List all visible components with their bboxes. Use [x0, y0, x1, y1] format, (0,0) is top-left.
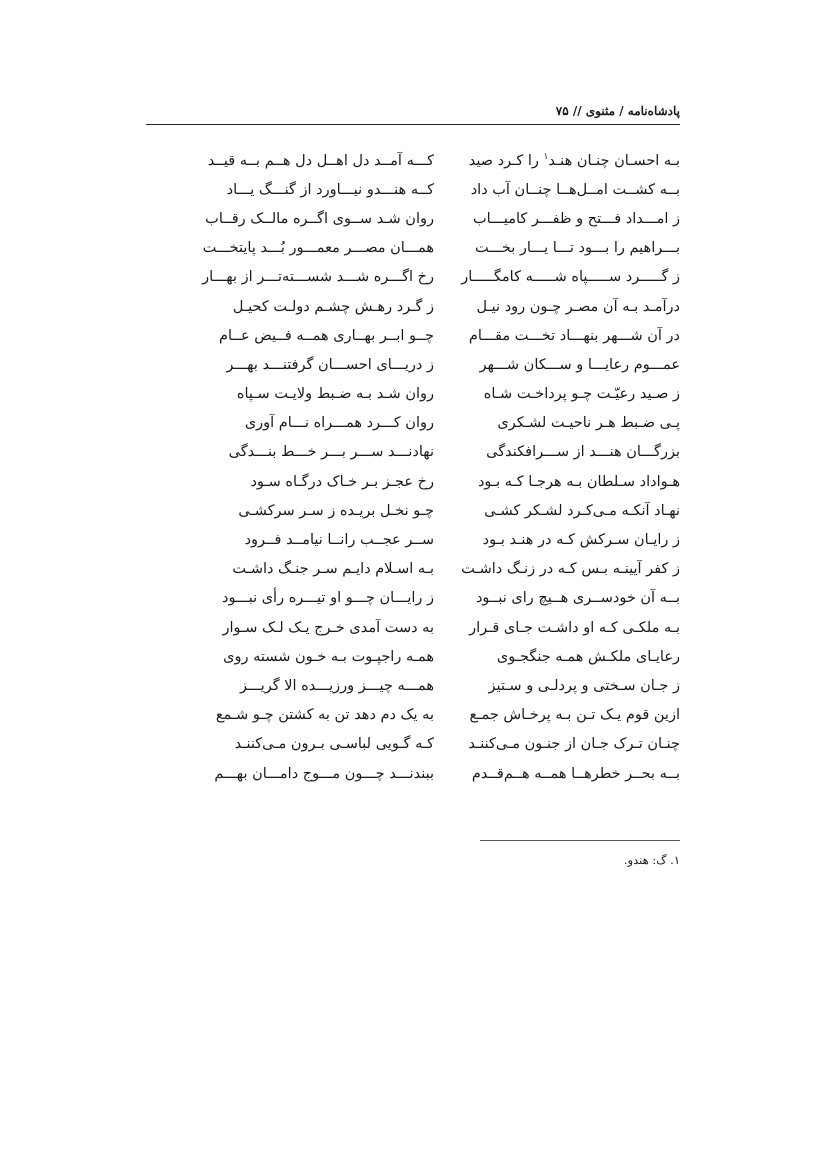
- verse: [180, 467, 680, 496]
- hemistich-right-text: ازین قوم یـک تـن بـه پرخـاش جمـع: [469, 707, 680, 724]
- hemistich-left: همـه راجپـوت بـه خـون شسته روی: [223, 648, 434, 665]
- hemistich-right: [434, 501, 680, 521]
- hemistich-right-text: بزرگـــان هنـــد از ســـرافکندگی: [486, 444, 680, 461]
- hemistich-right: [434, 384, 680, 404]
- hemistich-right-text: رعایـای ملکـش همـه جنگجـوی: [496, 648, 680, 665]
- verse: [180, 234, 680, 263]
- hemistich-right-tail: را کـرد صید: [468, 152, 544, 169]
- hemistich-right: [434, 734, 680, 754]
- verse: [180, 438, 680, 467]
- hemistich-left: چــو ابــر بهــاری همــه فــیض عــام: [219, 327, 434, 344]
- verse: [180, 496, 680, 525]
- verse: [180, 204, 680, 233]
- hemistich-left: به یک دم دهد تن به کشتن چـو شـمع: [215, 707, 434, 724]
- hemistich-right: [434, 676, 680, 696]
- hemistich-right: [434, 705, 680, 725]
- hemistich-right: [434, 647, 680, 667]
- hemistich-right: [434, 472, 680, 492]
- hemistich-left: ســر عجــب رانــا نیامــد فــرود: [244, 532, 434, 549]
- hemistich-right: [434, 588, 680, 608]
- hemistich-left: روان شـد ســوی اگــره مالــک رقــاب: [205, 210, 434, 227]
- verse: [180, 642, 680, 671]
- verse: [180, 292, 680, 321]
- hemistich-right-text: ز گـــــرد ســـــپاه شـــــه کامگـــــار: [461, 269, 680, 286]
- hemistich-left: کــه هنـــدو نیـــاورد از گنـــگ یـــاد: [226, 181, 434, 198]
- verse: [180, 613, 680, 642]
- verse: [180, 730, 680, 759]
- hemistich-right: [434, 326, 680, 346]
- hemistich-left: ببندنـــد چـــون مـــوج دامـــان بهـــم: [214, 765, 434, 782]
- hemistich-right-text: بــه آن خودســری هــیچ رای نبــود: [475, 590, 680, 607]
- hemistich-left: ز رایـــان چـــو او تیـــره رأی نبـــود: [222, 590, 434, 607]
- footnote-divider: [480, 840, 680, 841]
- verse: [180, 584, 680, 613]
- hemistich-left: روان شـد بـه ضـبط ولایـت سـپاه: [236, 386, 434, 403]
- hemistich-right-text: درآمـد بـه آن مصـر چـون رود نیـل: [476, 298, 680, 315]
- poem-body: [180, 146, 680, 788]
- hemistich-right: [434, 355, 680, 375]
- hemistich-right-text: نهـاد آنکـه مـی‌کـرد لشـکر کشـی: [484, 502, 680, 519]
- verse: [180, 759, 680, 788]
- hemistich-right: [434, 151, 680, 171]
- hemistich-right: [434, 618, 680, 638]
- hemistich-right-text: پـی ضـبط هـر ناحیـت لشـکری: [497, 415, 680, 432]
- hemistich-right: [434, 297, 680, 317]
- hemistich-left: رخ اگـــره شـــد شســـته‌تـــر از بهـــار: [202, 269, 434, 286]
- hemistich-left: نهادنـــد ســـر بـــر خـــط بنـــدگی: [228, 444, 434, 461]
- verse: [180, 525, 680, 554]
- hemistich-right: [434, 764, 680, 784]
- verse: [180, 146, 680, 175]
- verse: [180, 350, 680, 379]
- verse: [180, 409, 680, 438]
- footnote-marker: ۱: [543, 151, 549, 162]
- hemistich-right: [434, 530, 680, 550]
- hemistich-right-text: ز امـــداد فـــتح و ظفـــر کامیـــاب: [473, 210, 680, 227]
- hemistich-right: [434, 413, 680, 433]
- hemistich-right-text: هـواداد سـلطان بـه هرجـا کـه بـود: [477, 473, 680, 490]
- hemistich-left: چـو نخـل بریـده ز سـر سرکشـی: [238, 502, 434, 519]
- hemistich-right-text: ز رایـان سـرکش کـه در هنـد بـود: [482, 532, 680, 549]
- hemistich-right-text: ز جـان سـختی و پردلـی و سـتیز: [488, 677, 680, 694]
- verse: [180, 701, 680, 730]
- running-title: پادشاه‌نامه / مثنوی // ۷۵: [555, 104, 680, 118]
- hemistich-left: بـه اسـلام دایـم سـر جنـگ داشـت: [232, 561, 434, 578]
- verse: [180, 263, 680, 292]
- hemistich-right: [434, 267, 680, 287]
- hemistich-left: ز دریـــای احســـان گرفتنـــد بهـــر: [226, 356, 434, 373]
- page-header: [146, 102, 680, 125]
- hemistich-right-text: بــه بحــر خطرهــا همــه هــم‌قــدم: [471, 765, 680, 782]
- hemistich-right: [434, 559, 680, 579]
- verse: [180, 555, 680, 584]
- verse: [180, 175, 680, 204]
- hemistich-right-text: ز کفر آیینـه بـس کـه در زنـگ داشـت: [461, 561, 680, 578]
- verse: [180, 380, 680, 409]
- hemistich-left: به دست آمدی خـرج یـک لـک سـوار: [222, 619, 434, 636]
- hemistich-right: [434, 442, 680, 462]
- hemistich-right: [434, 238, 680, 258]
- hemistich-left: همـــه چیـــز ورزیـــده الا گریـــز: [239, 677, 434, 694]
- hemistich-right: [434, 180, 680, 200]
- hemistich-left: کـه گـویی لباسـی بـرون مـی‌کننـد: [234, 736, 434, 753]
- hemistich-right-text: چنـان تـرک جـان از جنـون مـی‌کننـد: [468, 736, 680, 753]
- hemistich-right-text: بـه احسـان چنـان هنـد: [548, 152, 680, 169]
- hemistich-left: کـــه آمــد دل اهــل دل هــم بــه قیــد: [207, 152, 434, 169]
- hemistich-right-text: بـه ملکـی کـه او داشـت جـای قـرار: [469, 619, 680, 636]
- hemistich-right-text: در آن شـــهر بنهـــاد تخـــت مقـــام: [468, 327, 680, 344]
- hemistich-left: روان کـــرد همـــراه نـــام آوری: [244, 415, 434, 432]
- hemistich-right: [434, 209, 680, 229]
- verse: [180, 321, 680, 350]
- hemistich-right-text: ز صـید رعیّـت چـو پرداخـت شـاه: [483, 386, 680, 403]
- footnote: ۱. گ: هندو.: [623, 853, 680, 867]
- hemistich-left: ز گـرد رهـش چشـم دولـت کحیـل: [232, 298, 434, 315]
- verse: [180, 671, 680, 700]
- hemistich-left: رخ عجـز بـر خـاک درگـاه سـود: [250, 473, 434, 490]
- hemistich-right-text: بـــراهیم را بـــود تـــا یـــار بخـــت: [474, 240, 680, 257]
- hemistich-right-text: بــه کشــت امــل‌هــا چنــان آب داد: [470, 181, 680, 198]
- hemistich-right-text: عمـــوم رعایـــا و ســـکان شـــهر: [479, 356, 680, 373]
- hemistich-left: همـــان مصـــر معمـــور بُـــد پایتخـــت: [202, 240, 434, 257]
